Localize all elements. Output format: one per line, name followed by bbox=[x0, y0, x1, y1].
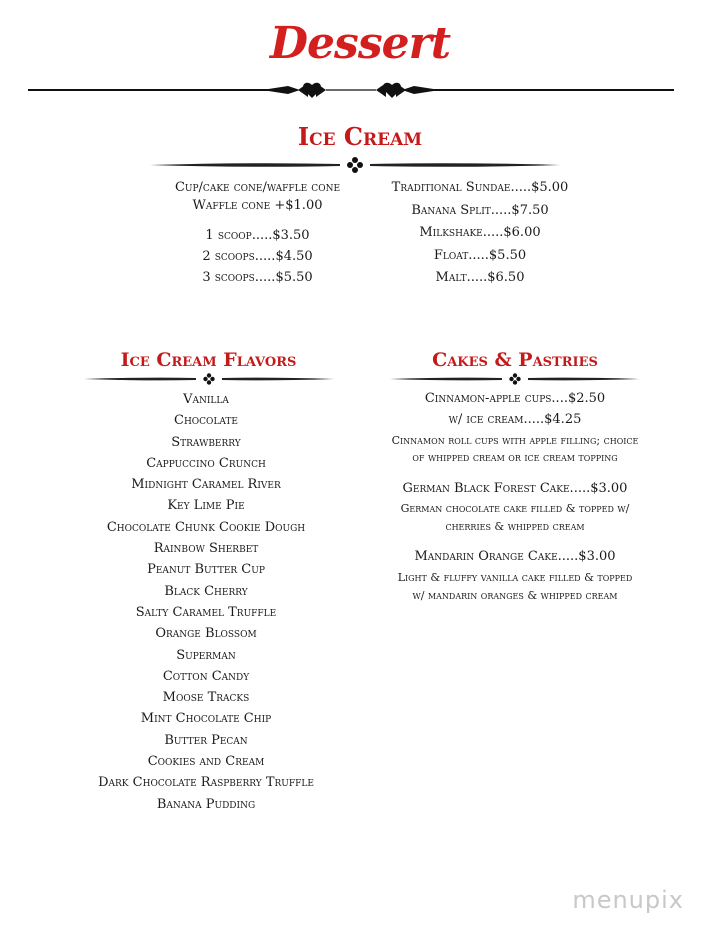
cake-item-desc: w/ mandarin oranges & whipped cream bbox=[412, 589, 618, 602]
scoop-price-1: 1 scoop.....$3.50 bbox=[205, 228, 310, 243]
flavor-item: Midnight Caramel River bbox=[131, 477, 281, 493]
flavor-item: Black Cherry bbox=[164, 583, 248, 599]
clover-ornament bbox=[347, 157, 363, 173]
flavors-divider bbox=[84, 372, 334, 386]
cake-item-name: Mandarin Orange Cake.....$3.00 bbox=[414, 549, 616, 564]
banana-split-price: Banana Split.....$7.50 bbox=[411, 203, 549, 218]
cakes-heading: Cakes & Pastries bbox=[432, 349, 598, 371]
cake-item-desc: Light & fluffy vanilla cake filled & topped bbox=[397, 571, 633, 584]
flavors-heading: Ice Cream Flavors bbox=[120, 349, 297, 371]
flavor-item: Mint Chocolate Chip bbox=[140, 711, 272, 727]
flavor-item: Chocolate bbox=[174, 413, 238, 429]
malt-price: Malt.....$6.50 bbox=[435, 270, 525, 285]
flavor-item: Rainbow Sherbet bbox=[153, 541, 259, 557]
cake-item-name: Cinnamon-apple cups....$2.50 bbox=[424, 391, 606, 406]
flavor-item: Moose Tracks bbox=[162, 690, 250, 706]
ice-cream-heading: Ice Cream bbox=[297, 122, 423, 151]
flavors-list bbox=[76, 389, 336, 815]
title-divider bbox=[26, 76, 676, 106]
flavor-item: Superman bbox=[176, 647, 236, 663]
waffle-cone-upcharge: Waffle cone +$1.00 bbox=[192, 198, 323, 213]
heart-ornament-left bbox=[298, 83, 326, 98]
scoop-price-2: 2 scoops.....$4.50 bbox=[202, 249, 313, 264]
flavor-item: Cappuccino Crunch bbox=[146, 455, 266, 471]
ice-cream-divider bbox=[150, 156, 560, 174]
sundae-price: Traditional Sundae.....$5.00 bbox=[391, 180, 569, 195]
cone-options: Cup/cake cone/waffle cone bbox=[174, 180, 341, 195]
flavor-item: Peanut Butter Cup bbox=[147, 562, 265, 578]
flavor-item: Banana Pudding bbox=[156, 796, 256, 812]
flavor-item: Cotton Candy bbox=[162, 668, 250, 684]
menupix-watermark: menupix bbox=[572, 886, 684, 914]
cake-item-name: German Black Forest Cake.....$3.00 bbox=[402, 481, 628, 496]
cake-item-desc: German chocolate cake filled & topped w/ bbox=[400, 502, 630, 515]
flavor-item: Orange Blossom bbox=[155, 626, 257, 642]
flavor-item: Salty Caramel Truffle bbox=[135, 604, 277, 620]
flavor-item: Key Lime Pie bbox=[167, 498, 245, 514]
heart-ornament-right bbox=[376, 83, 406, 98]
flavor-item: Strawberry bbox=[171, 434, 241, 450]
cake-item-desc: Cinnamon roll cups with apple filling; choice bbox=[391, 434, 639, 447]
flavor-item: Dark Chocolate Raspberry Truffle bbox=[98, 775, 314, 791]
cake-item-desc: of whipped cream or ice cream topping bbox=[412, 451, 618, 464]
flavor-item: Cookies and Cream bbox=[147, 754, 265, 770]
menu-title: Dessert bbox=[269, 18, 451, 69]
milkshake-price: Milkshake.....$6.00 bbox=[419, 225, 541, 240]
cake-item-desc: cherries & whipped cream bbox=[445, 520, 585, 533]
flavor-item: Butter Pecan bbox=[164, 732, 248, 748]
flavor-item: Vanilla bbox=[183, 392, 229, 407]
cakes-divider bbox=[390, 372, 640, 386]
float-price: Float.....$5.50 bbox=[433, 248, 527, 263]
scoop-price-3: 3 scoops.....$5.50 bbox=[202, 270, 313, 285]
cake-item-sub: w/ ice cream.....$4.25 bbox=[448, 412, 582, 427]
flavor-item: Chocolate Chunk Cookie Dough bbox=[106, 519, 306, 535]
